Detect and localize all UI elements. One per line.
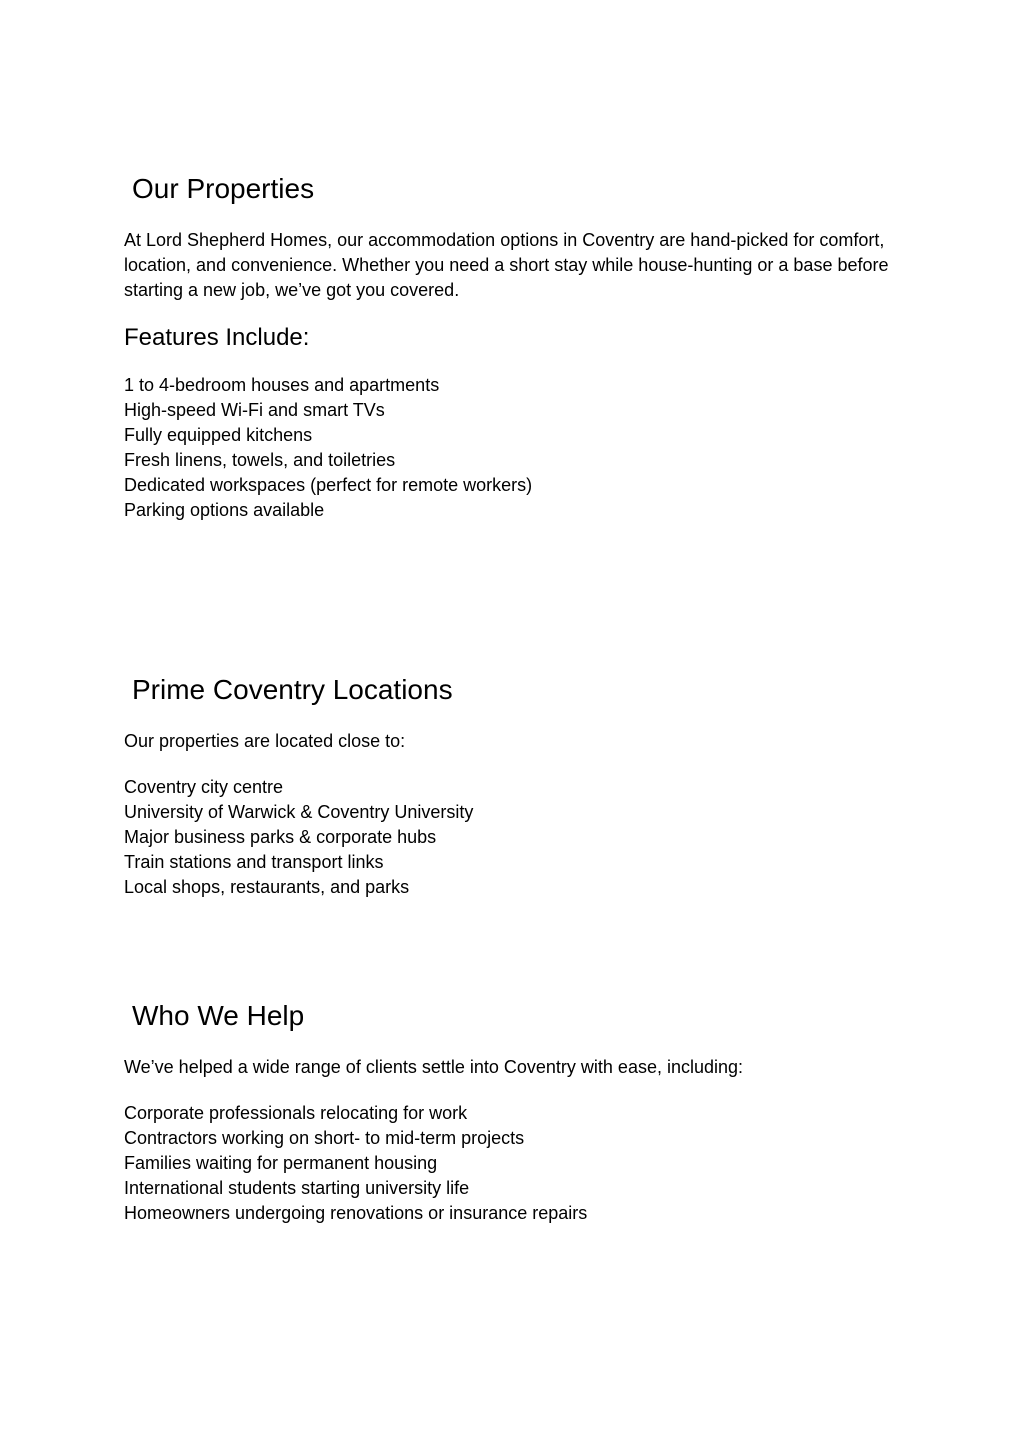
list-item: Train stations and transport links: [124, 852, 384, 872]
locations-list: [124, 775, 924, 900]
list-item: 1 to 4-bedroom houses and apartments: [124, 375, 440, 395]
list-item: Coventry city centre: [124, 777, 284, 797]
help-intro-paragraph: We’ve helped a wide range of clients settle into Coventry with ease, including:: [124, 1057, 744, 1077]
list-item: Contractors working on short- to mid-term projects: [124, 1128, 525, 1148]
section-our-properties: [124, 172, 924, 523]
list-item: High-speed Wi-Fi and smart TVs: [124, 400, 385, 420]
properties-intro-paragraph: At Lord Shepherd Homes, our accommodation options in Coventry are hand-picked for comfort, location, and convenience. Whether you need a short stay while house-hunting or a base before starting a new job, we’ve got you covered.: [124, 230, 889, 300]
help-list: [124, 1101, 924, 1226]
list-item: Parking options available: [124, 500, 325, 520]
heading-prime-coventry-locations: Prime Coventry Locations: [132, 674, 453, 705]
list-item: Dedicated workspaces (perfect for remote workers): [124, 475, 533, 495]
heading-our-properties: Our Properties: [132, 173, 315, 204]
list-item: Homeowners undergoing renovations or insurance repairs: [124, 1203, 588, 1223]
list-item: Local shops, restaurants, and parks: [124, 877, 410, 897]
list-item: Fully equipped kitchens: [124, 425, 313, 445]
section-prime-locations: [124, 673, 924, 900]
list-item: Corporate professionals relocating for work: [124, 1103, 468, 1123]
locations-intro-paragraph: Our properties are located close to:: [124, 731, 406, 751]
list-item: University of Warwick & Coventry University: [124, 802, 474, 822]
features-list: [124, 373, 924, 523]
section-who-we-help: [124, 999, 924, 1226]
heading-who-we-help: Who We Help: [132, 1000, 305, 1031]
list-item: International students starting university life: [124, 1178, 470, 1198]
heading-features-include: Features Include:: [124, 324, 310, 351]
list-item: Major business parks & corporate hubs: [124, 827, 437, 847]
list-item: Families waiting for permanent housing: [124, 1153, 438, 1173]
list-item: Fresh linens, towels, and toiletries: [124, 450, 396, 470]
